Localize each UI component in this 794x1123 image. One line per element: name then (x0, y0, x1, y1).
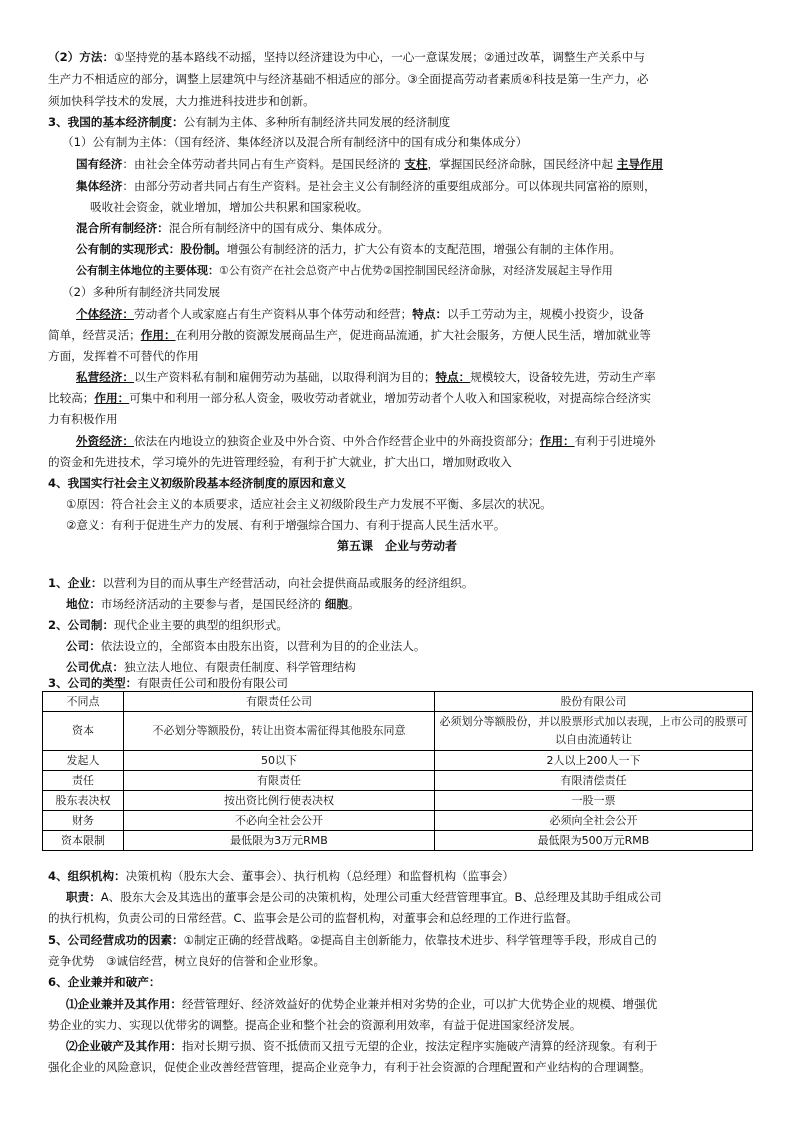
individual-line-3: 方面，发挥着不可替代的作用 (48, 349, 199, 363)
company-def-text: 依法设立的，全部资本由股东出资，以营利为目的的企业法人。 (100, 639, 426, 653)
individual-label: 个体经济： (76, 307, 134, 321)
private-text2-b: 可集中和利用一部分私人资金，吸收劳动者就业，增加劳动者个人收入和国家税收，对提高综合经济实 (129, 391, 651, 405)
private-use-label: 作用： (94, 391, 130, 405)
org-line (48, 866, 752, 886)
collective-line (76, 176, 780, 196)
table-cell: 必须向全社会公开 (435, 811, 753, 831)
table-row (43, 751, 753, 771)
mixed-label: 混合所有制经济： (76, 221, 169, 235)
collective-label: 集体经济 (76, 179, 123, 193)
individual-text2-a: 简单，经营灵活； (48, 328, 141, 342)
table-header-row (43, 692, 753, 712)
table-header-cell: 有限责任公司 (124, 692, 435, 712)
types-label: 3、公司的类型： (48, 676, 138, 690)
method-line-2: 生产力不相适应的部分，调整上层建筑中与经济基础不相适应的部分。③全面提高劳动者素质④科技是第一生产力，必 (48, 72, 649, 86)
table-cell: 2人以上200人一下 (435, 751, 753, 771)
table-cell: 责任 (43, 771, 124, 791)
method-text-1: ①坚持党的基本路线不动摇，坚持以经济建设为中心，一心一意谋发展；②通过改革，调整生产关系中与 (114, 50, 645, 64)
individual-line (76, 304, 752, 324)
merger-label: ⑴企业兼并及其作用： (66, 997, 182, 1011)
bankruptcy-line (66, 1036, 752, 1056)
table-row (43, 771, 753, 791)
company-adv-label: 公司优点： (66, 660, 124, 674)
basic-system-text: 公有制为主体、多种所有制经济共同发展的经济制度 (183, 115, 451, 129)
table-cell: 股东表决权 (43, 791, 124, 811)
company-def-line (66, 636, 770, 656)
state-text-c: ，掌握国民经济命脉，国民经济中起 (427, 157, 617, 171)
private-feature-label: 特点： (435, 370, 471, 384)
table-cell: 50以下 (124, 751, 435, 771)
table-cell: 不必向全社会公开 (124, 811, 435, 831)
individual-text-a: 劳动者个人或家庭占有生产资料从事个体劳动和经营； (133, 307, 413, 321)
success-line-2: 竞争优势 ③诚信经营，树立良好的信誉和企业形象。 (48, 954, 326, 968)
duty-text-1: A、股东大会及其选出的董事会是公司的决策机构，处理公司重大经营管理事宜。B、总经理及其助手组成公司 (100, 890, 662, 904)
status-text-c: 。 (347, 597, 360, 611)
table-cell: 发起人 (43, 751, 124, 771)
method-label: （2）方法： (48, 50, 115, 64)
reason-heading: 4、我国实行社会主义初级阶段基本经济制度的原因和意义 (48, 476, 346, 490)
success-text-1: ①制定正确的经营战略。②提高自主创新能力，依靠技术进步、科学管理等手段，形成自己的 (183, 933, 657, 947)
org-text: 决策机构（股东大会、董事会）、执行机构（总经理）和监督机构（监事会） (125, 869, 515, 883)
foreign-line-2: 的资金和先进技术，学习境外的先进管理经验，有利于扩大就业，扩大出口，增加财政收入 (48, 455, 512, 469)
table-cell: 最低限为3万元RMB (124, 831, 435, 851)
basic-system-label: 3、我国的基本经济制度： (48, 115, 184, 129)
private-line-3: 力有积极作用 (48, 412, 118, 426)
private-line (76, 367, 752, 387)
status-cell: 细胞 (324, 597, 348, 611)
private-label: 私营经济： (76, 370, 134, 384)
individual-text2-b: 在利用分散的资源发展商品生产，促进商品流通，扩大社会服务，方便人民生活，增加就业等 (175, 328, 651, 342)
bankruptcy-label: ⑵企业破产及其作用： (66, 1039, 182, 1053)
company-comparison-table (42, 691, 753, 851)
method-line-3: 须加快科学技术的发展，大力推进科技进步和创新。 (48, 94, 315, 108)
company-adv-text: 独立法人地位、有限责任制度、科学管理结构 (123, 660, 356, 674)
company-label: 2、公司制： (48, 618, 115, 632)
table-cell: 资本限制 (43, 831, 124, 851)
success-label: 5、公司经营成功的因素： (48, 933, 184, 947)
table-cell: 一股一票 (435, 791, 753, 811)
duty-label: 职责： (66, 890, 101, 904)
individual-line-2 (48, 325, 752, 345)
table-header-cell: 股份有限公司 (435, 692, 753, 712)
enterprise-text: 以营利为目的而从事生产经营活动，向社会提供商品或服务的经济组织。 (102, 576, 474, 590)
individual-feature-label: 特点： (412, 307, 448, 321)
success-line (48, 930, 752, 950)
state-pillar: 支柱 (404, 157, 428, 171)
reason-cause: ①原因：符合社会主义的本质要求，适应社会主义初级阶段生产力发展不平衡、多层次的状况。 (66, 497, 552, 511)
public-main-line: （1）公有制为主体：（国有经济、集体经济以及混合所有制经济中的国有成分和集体成分） (62, 135, 528, 149)
realize-label: 公有制的实现形式：股份制。 (76, 242, 227, 256)
table-row (43, 791, 753, 811)
basic-system-heading (48, 112, 752, 132)
merger-line-2: 势企业的实力、实现以优带劣的调整。提高企业和整个社会的资源利用效率，有益于促进国家经济发展。 (48, 1018, 582, 1032)
individual-text-b: 以手工劳动为主，规模小投资少，设备 (447, 307, 645, 321)
reason-meaning: ②意义：有利于促进生产力的发展、有利于增强综合国力、有利于提高人民生活水平。 (66, 518, 506, 532)
table-cell: 按出资比例行使表决权 (124, 791, 435, 811)
table-cell: 有限责任 (124, 771, 435, 791)
state-economy-line (76, 154, 780, 174)
dominance-line (76, 261, 780, 281)
status-line (66, 594, 770, 614)
private-text2-a: 比较高； (48, 391, 95, 405)
realize-line (76, 239, 780, 259)
status-text-a: 市场经济活动的主要参与者，是国民经济的 (100, 597, 325, 611)
foreign-label: 外资经济： (76, 434, 134, 448)
duty-line (66, 887, 752, 907)
foreign-text-a: 依法在内地设立的独资企业及中外合资、中外合作经营企业中的外商投资部分； (133, 434, 540, 448)
enterprise-label: 1、企业： (48, 576, 103, 590)
company-text: 现代企业主要的典型的组织形式。 (114, 618, 288, 632)
state-text-a: ：由社会全体劳动者共同占有生产资料。是国民经济的 (122, 157, 405, 171)
private-line-2 (48, 388, 752, 408)
status-label: 地位： (66, 597, 101, 611)
dominance-text: ①公有资产在社会总资产中占优势②国控制国民经济命脉，对经济发展起主导作用 (219, 264, 613, 277)
types-text: 有限责任公司和股份有限公司 (137, 676, 288, 690)
merger-heading: 6、企业兼并和破产： (48, 975, 161, 989)
bankruptcy-line-2: 强化企业的风险意识，促使企业改善经营管理，提高企业竞争力，有利于社会资源的合理配置和产业结构的合理调整。 (48, 1060, 651, 1074)
merger-text-1: 经营管理好、经济效益好的优势企业兼并相对劣势的企业，可以扩大优势企业的规模、增强优 (181, 997, 658, 1011)
table-cell: 不必划分等额股份，转让出资本需征得其他股东同意 (124, 712, 435, 751)
table-row (43, 712, 753, 751)
table-row (43, 831, 753, 851)
duty-line-2: 的执行机构，负责公司的日常经营。C、监事会是公司的监督机构，对董事会和总经理的工作进行监督。 (48, 911, 578, 925)
table-cell: 财务 (43, 811, 124, 831)
state-label: 国有经济 (76, 157, 123, 171)
bankruptcy-text-1: 指对长期亏损、资不抵债而又扭亏无望的企业，按法定程序实施破产清算的经济现象。有利于 (181, 1039, 658, 1053)
mixed-line (76, 218, 780, 238)
foreign-text-b: 有利于引进境外 (574, 434, 656, 448)
table-cell: 有限清偿责任 (435, 771, 753, 791)
types-line (48, 673, 752, 693)
company-line (48, 615, 752, 635)
company-def-label: 公司： (66, 639, 101, 653)
table-header-cell: 不同点 (43, 692, 124, 712)
private-text-b: 规模较大，设备较先进，劳动生产率 (470, 370, 656, 384)
collective-line-2: 吸收社会资金，就业增加，增加公共积累和国家税收。 (90, 200, 369, 214)
merger-line (66, 994, 752, 1014)
table-cell: 资本 (43, 712, 124, 751)
multi-ownership-line: （2）多种所有制经济共同发展 (62, 285, 221, 299)
foreign-use-label: 作用： (539, 434, 575, 448)
state-leading: 主导作用 (616, 157, 664, 171)
lesson-title: 第五课 企业与劳动者 (336, 539, 457, 553)
collective-text: ：由部分劳动者共同占有生产资料。是社会主义公有制经济的重要组成部分。可以体现共同富裕的原则， (122, 179, 656, 193)
table-cell: 必须划分等额股份，并以股票形式加以表现，上市公司的股票可以自由流通转让 (435, 712, 753, 751)
method-line-1 (48, 47, 752, 67)
enterprise-line (48, 573, 752, 593)
individual-use-label: 作用： (140, 328, 176, 342)
org-label: 4、组织机构： (48, 869, 126, 883)
realize-text: 增强公有制经济的活力，扩大公有资本的支配范围，增强公有制的主体作用。 (226, 242, 621, 256)
private-text-a: 以生产资料私有制和雇佣劳动为基础，以取得利润为目的； (133, 370, 436, 384)
dominance-label: 公有制主体地位的主要体现： (76, 264, 219, 277)
foreign-line (76, 431, 752, 451)
table-row (43, 811, 753, 831)
mixed-text: 混合所有制经济中的国有成分、集体成分。 (168, 221, 390, 235)
table-cell: 最低限为500万元RMB (435, 831, 753, 851)
